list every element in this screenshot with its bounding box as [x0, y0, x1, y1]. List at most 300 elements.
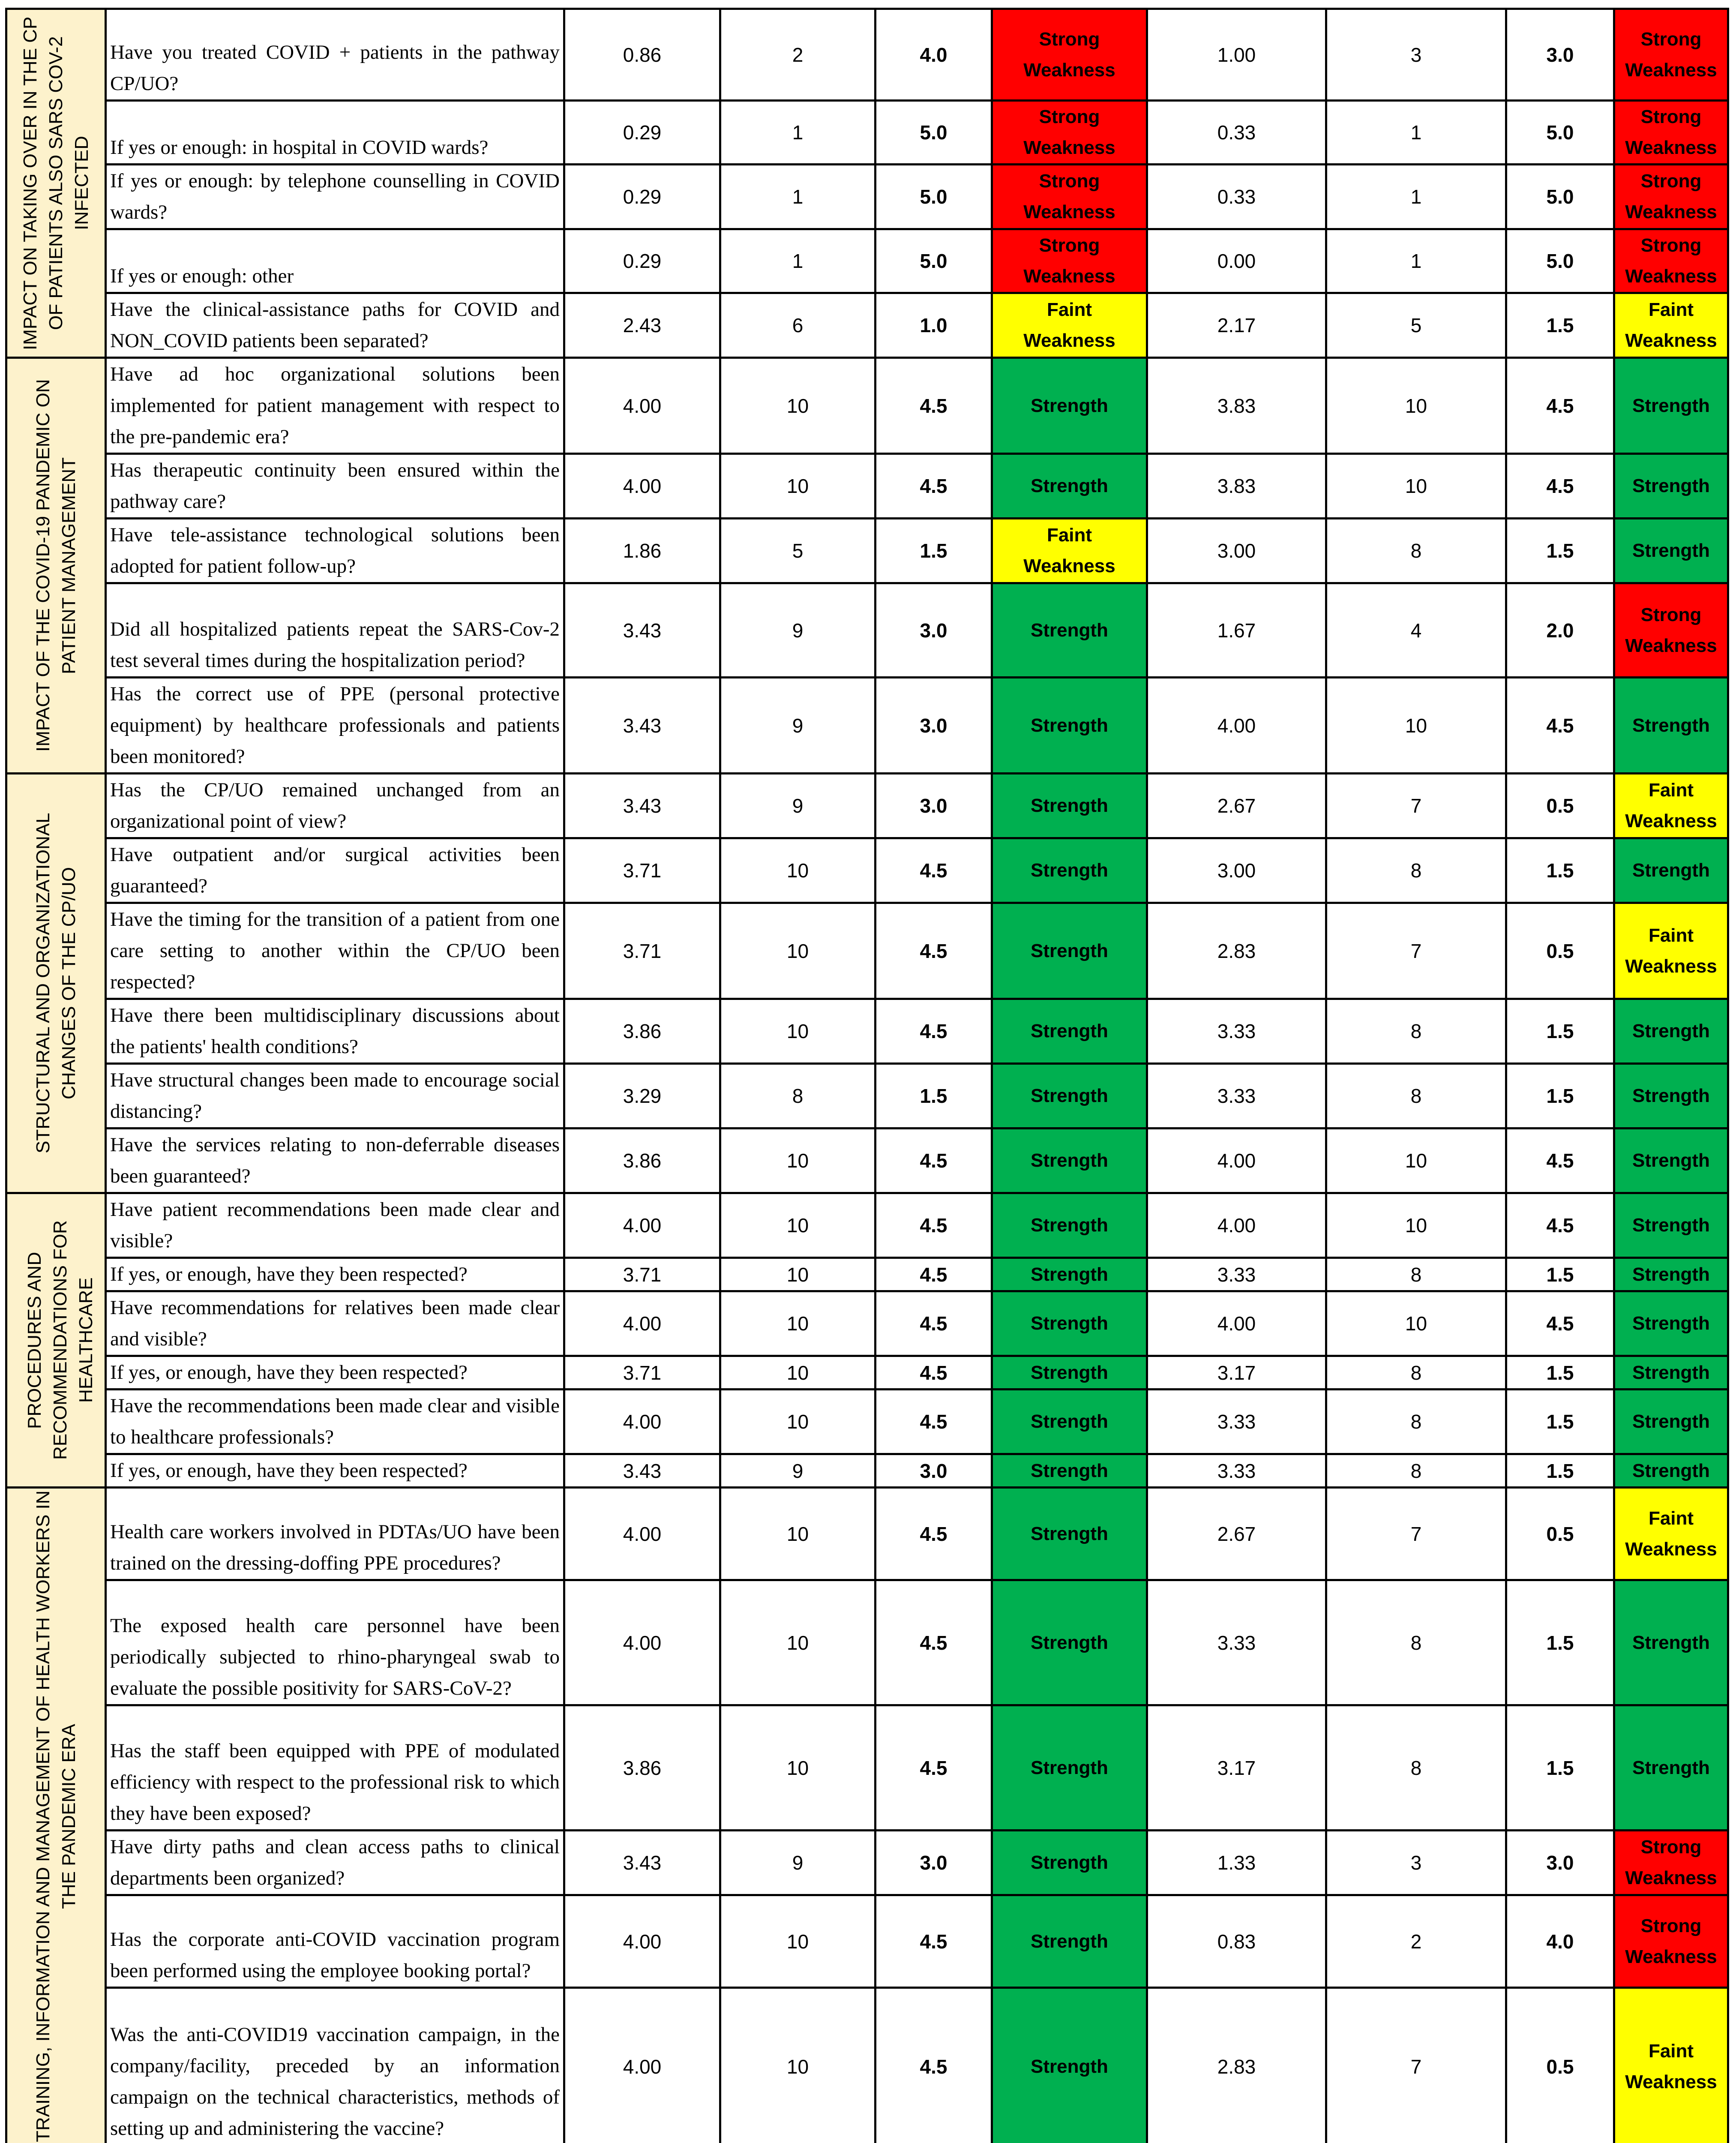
weighted-score: 1.5 — [1506, 1390, 1614, 1454]
score-value: 10 — [720, 358, 875, 454]
question-cell — [106, 1580, 564, 1705]
weighted-score: 4.5 — [875, 358, 992, 454]
evaluation-label: Strong Weakness — [1616, 24, 1727, 86]
evaluation-label: Strength — [1632, 1357, 1710, 1388]
section-title: PROCEDURES AND RECOMMENDATIONS FOR HEALTHCARE — [22, 1194, 90, 1486]
evaluation-label: Strength — [1632, 1406, 1710, 1437]
question-cell — [106, 1129, 564, 1193]
mean-score: 0.86 — [564, 9, 720, 101]
evaluation-label: Strength — [1031, 1308, 1108, 1339]
mean-score: 3.33 — [1147, 1390, 1326, 1454]
evaluation-label: Strong Weakness — [1616, 102, 1727, 163]
weighted-score: 4.5 — [875, 999, 992, 1064]
mean-score: 3.86 — [564, 1705, 720, 1831]
question-text: Have the services relating to non-deferrable diseases been guaranteed? — [110, 1129, 560, 1192]
section-title: IMPACT ON TAKING OVER IN THE CP OF PATIENTS ALSO SARS COV-2 INFECTED — [18, 10, 95, 357]
question-text: Has the staff been equipped with PPE of modulated efficiency with respect to the professional risk to which they have been exposed? — [110, 1735, 560, 1829]
mean-score: 4.00 — [1147, 1291, 1326, 1356]
mean-score: 3.33 — [1147, 1454, 1326, 1488]
weighted-score: 4.5 — [875, 1129, 992, 1193]
question-text: Did all hospitalized patients repeat the SARS-Cov-2 test several times during the hospitalization period? — [110, 614, 560, 676]
weighted-score: 4.5 — [875, 454, 992, 519]
question-cell — [106, 9, 564, 101]
table-row — [6, 1454, 1728, 1488]
score-value: 10 — [720, 1488, 875, 1580]
mean-score: 0.29 — [564, 165, 720, 229]
question-text: If yes, or enough, have they been respected? — [110, 1259, 560, 1290]
table-row — [6, 358, 1728, 454]
evaluation-badge — [1614, 293, 1728, 358]
evaluation-badge — [1614, 1390, 1728, 1454]
evaluation-badge — [1614, 1831, 1728, 1895]
evaluation-label: Strength — [1031, 1406, 1108, 1437]
mean-score: 4.00 — [564, 1895, 720, 1988]
weighted-score: 3.0 — [875, 678, 992, 774]
evaluation-badge — [1614, 1064, 1728, 1129]
evaluation-label: Faint Weakness — [1014, 294, 1125, 356]
weighted-score: 1.5 — [1506, 1705, 1614, 1831]
question-cell — [106, 1988, 564, 2143]
question-text: If yes or enough: other — [110, 261, 560, 292]
mean-score: 3.43 — [564, 1454, 720, 1488]
evaluation-badge — [1614, 1895, 1728, 1988]
mean-score: 4.00 — [1147, 1193, 1326, 1258]
mean-score: 4.00 — [564, 1488, 720, 1580]
evaluation-label: Strength — [1031, 1627, 1108, 1658]
weighted-score: 1.5 — [1506, 1580, 1614, 1705]
table-row — [6, 293, 1728, 358]
score-value: 1 — [1326, 165, 1506, 229]
evaluation-label: Strength — [1632, 535, 1710, 566]
mean-score: 0.29 — [564, 101, 720, 165]
evaluation-badge — [1614, 1356, 1728, 1390]
table-row — [6, 165, 1728, 229]
weighted-score: 1.5 — [1506, 1356, 1614, 1390]
weighted-score: 4.5 — [875, 1193, 992, 1258]
mean-score: 0.33 — [1147, 165, 1326, 229]
evaluation-label: Strong Weakness — [1014, 102, 1125, 163]
evaluation-badge — [992, 1064, 1147, 1129]
score-value: 10 — [720, 999, 875, 1064]
weighted-score: 1.5 — [1506, 1064, 1614, 1129]
weighted-score: 4.5 — [875, 1895, 992, 1988]
score-value: 8 — [1326, 519, 1506, 583]
evaluation-label: Strength — [1632, 855, 1710, 886]
evaluation-label: Strength — [1632, 1145, 1710, 1176]
question-text: Have the timing for the transition of a patient from one care setting to another within the CP/UO been respected? — [110, 904, 560, 998]
evaluation-label: Strength — [1031, 1016, 1108, 1047]
score-value: 3 — [1326, 9, 1506, 101]
score-value: 10 — [1326, 1193, 1506, 1258]
evaluation-badge — [1614, 774, 1728, 838]
evaluation-badge — [1614, 1454, 1728, 1488]
evaluation-label: Strength — [1031, 1357, 1108, 1388]
question-cell — [106, 838, 564, 903]
evaluation-badge — [992, 1454, 1147, 1488]
evaluation-label: Strength — [1632, 1308, 1710, 1339]
section-title: IMPACT OF THE COVID-19 PANDEMIC ON PATIENT MANAGEMENT — [30, 359, 82, 772]
score-value: 9 — [720, 678, 875, 774]
weighted-score: 0.5 — [1506, 774, 1614, 838]
weighted-score: 3.0 — [875, 774, 992, 838]
mean-score: 2.43 — [564, 293, 720, 358]
evaluation-badge — [992, 165, 1147, 229]
evaluation-badge — [992, 583, 1147, 678]
mean-score: 4.00 — [564, 1291, 720, 1356]
weighted-score: 4.5 — [1506, 1129, 1614, 1193]
mean-score: 2.17 — [1147, 293, 1326, 358]
mean-score: 4.00 — [564, 1988, 720, 2143]
evaluation-badge — [1614, 1705, 1728, 1831]
score-value: 1 — [1326, 229, 1506, 293]
mean-score: 3.33 — [1147, 1580, 1326, 1705]
evaluation-badge — [992, 838, 1147, 903]
mean-score: 2.67 — [1147, 774, 1326, 838]
mean-score: 3.43 — [564, 774, 720, 838]
score-value: 8 — [1326, 1258, 1506, 1291]
evaluation-label: Strong Weakness — [1014, 166, 1125, 228]
evaluation-label: Strength — [1031, 936, 1108, 966]
evaluation-badge — [992, 1193, 1147, 1258]
question-text: Have dirty paths and clean access paths to clinical departments been organized? — [110, 1831, 560, 1894]
question-text: Have there been multidisciplinary discussions about the patients' health conditions? — [110, 1000, 560, 1062]
question-cell — [106, 1488, 564, 1580]
evaluation-label: Strength — [1031, 471, 1108, 501]
weighted-score: 4.5 — [875, 1258, 992, 1291]
score-value: 10 — [1326, 1129, 1506, 1193]
mean-score: 3.86 — [564, 1129, 720, 1193]
mean-score: 3.00 — [1147, 838, 1326, 903]
evaluation-label: Strength — [1031, 1926, 1108, 1957]
mean-score: 3.86 — [564, 999, 720, 1064]
score-value: 9 — [720, 774, 875, 838]
evaluation-badge — [1614, 999, 1728, 1064]
evaluation-badge — [992, 1390, 1147, 1454]
score-value: 10 — [720, 1356, 875, 1390]
weighted-score: 1.0 — [875, 293, 992, 358]
question-text: Have outpatient and/or surgical activities been guaranteed? — [110, 839, 560, 902]
evaluation-badge — [992, 1988, 1147, 2143]
mean-score: 3.43 — [564, 1831, 720, 1895]
evaluation-label: Strength — [1031, 390, 1108, 421]
evaluation-label: Strength — [1031, 615, 1108, 646]
evaluation-label: Faint Weakness — [1616, 294, 1727, 356]
weighted-score: 4.5 — [875, 903, 992, 999]
score-value: 7 — [1326, 1488, 1506, 1580]
weighted-score: 4.5 — [875, 1488, 992, 1580]
evaluation-badge — [992, 903, 1147, 999]
section-header — [6, 358, 106, 774]
table-row — [6, 1705, 1728, 1831]
evaluation-label: Strength — [1632, 1081, 1710, 1111]
mean-score: 3.33 — [1147, 1064, 1326, 1129]
question-cell — [106, 903, 564, 999]
evaluation-badge — [1614, 1193, 1728, 1258]
mean-score: 4.00 — [1147, 1129, 1326, 1193]
score-value: 7 — [1326, 1988, 1506, 2143]
mean-score: 3.43 — [564, 583, 720, 678]
weighted-score: 0.5 — [1506, 903, 1614, 999]
evaluation-label: Strong Weakness — [1616, 1911, 1727, 1972]
evaluation-badge — [1614, 358, 1728, 454]
evaluation-badge — [1614, 101, 1728, 165]
evaluation-badge — [992, 678, 1147, 774]
question-cell — [106, 999, 564, 1064]
question-text: If yes, or enough, have they been respected? — [110, 1455, 560, 1486]
question-text: Has therapeutic continuity been ensured within the pathway care? — [110, 455, 560, 517]
evaluation-badge — [992, 9, 1147, 101]
evaluation-label: Strength — [1632, 1016, 1710, 1047]
mean-score: 4.00 — [564, 454, 720, 519]
mean-score: 3.83 — [1147, 454, 1326, 519]
weighted-score: 5.0 — [875, 165, 992, 229]
evaluation-badge — [992, 1705, 1147, 1831]
evaluation-label: Strength — [1031, 790, 1108, 821]
evaluation-badge — [992, 774, 1147, 838]
mean-score: 0.83 — [1147, 1895, 1326, 1988]
weighted-score: 1.5 — [875, 519, 992, 583]
score-value: 10 — [720, 838, 875, 903]
weighted-score: 1.5 — [1506, 838, 1614, 903]
mean-score: 3.83 — [1147, 358, 1326, 454]
weighted-score: 4.5 — [1506, 1193, 1614, 1258]
score-value: 10 — [720, 1258, 875, 1291]
section-header — [6, 1193, 106, 1488]
table-row — [6, 454, 1728, 519]
question-text: Health care workers involved in PDTAs/UO have been trained on the dressing-doffing PPE procedures? — [110, 1516, 560, 1579]
evaluation-badge — [992, 1356, 1147, 1390]
weighted-score: 4.0 — [1506, 1895, 1614, 1988]
score-value: 9 — [720, 1831, 875, 1895]
weighted-score: 3.0 — [875, 1831, 992, 1895]
score-value: 8 — [1326, 1580, 1506, 1705]
table-row — [6, 583, 1728, 678]
table-row — [6, 1258, 1728, 1291]
question-cell — [106, 101, 564, 165]
weighted-score: 4.5 — [1506, 1291, 1614, 1356]
weighted-score: 1.5 — [1506, 1258, 1614, 1291]
question-cell — [106, 358, 564, 454]
mean-score: 3.71 — [564, 903, 720, 999]
score-value: 9 — [720, 583, 875, 678]
question-text: Have recommendations for relatives been made clear and visible? — [110, 1292, 560, 1355]
weighted-score: 4.0 — [875, 9, 992, 101]
evaluation-badge — [992, 1580, 1147, 1705]
evaluation-label: Strength — [1632, 1259, 1710, 1290]
score-value: 10 — [720, 1193, 875, 1258]
evaluation-label: Strength — [1031, 1210, 1108, 1241]
table-row — [6, 519, 1728, 583]
evaluation-badge — [992, 1129, 1147, 1193]
mean-score: 0.33 — [1147, 101, 1326, 165]
mean-score: 1.86 — [564, 519, 720, 583]
evaluation-badge — [992, 358, 1147, 454]
evaluation-label: Strength — [1031, 1456, 1108, 1486]
evaluation-badge — [1614, 229, 1728, 293]
weighted-score: 4.5 — [875, 1291, 992, 1356]
evaluation-label: Strength — [1031, 1753, 1108, 1783]
weighted-score: 5.0 — [1506, 229, 1614, 293]
weighted-score: 4.5 — [875, 1356, 992, 1390]
evaluation-badge — [992, 454, 1147, 519]
evaluation-label: Strength — [1031, 2051, 1108, 2082]
table-row — [6, 903, 1728, 999]
section-header — [6, 9, 106, 358]
table-row — [6, 1488, 1728, 1580]
score-value: 10 — [1326, 454, 1506, 519]
weighted-score: 2.0 — [1506, 583, 1614, 678]
evaluation-label: Strong Weakness — [1616, 600, 1727, 661]
table-row — [6, 1356, 1728, 1390]
score-value: 3 — [1326, 1831, 1506, 1895]
score-value: 1 — [720, 229, 875, 293]
score-value: 5 — [720, 519, 875, 583]
evaluation-badge — [1614, 9, 1728, 101]
mean-score: 3.71 — [564, 838, 720, 903]
weighted-score: 5.0 — [1506, 165, 1614, 229]
table-row — [6, 101, 1728, 165]
evaluation-label: Strength — [1632, 710, 1710, 741]
evaluation-badge — [992, 1831, 1147, 1895]
mean-score: 3.00 — [1147, 519, 1326, 583]
evaluation-badge — [1614, 1580, 1728, 1705]
mean-score: 3.17 — [1147, 1356, 1326, 1390]
mean-score: 4.00 — [564, 1193, 720, 1258]
table-row — [6, 1831, 1728, 1895]
question-text: Have tele-assistance technological solutions been adopted for patient follow-up? — [110, 519, 560, 582]
question-cell — [106, 293, 564, 358]
question-text: Have the recommendations been made clear and visible to healthcare professionals? — [110, 1390, 560, 1453]
question-cell — [106, 1291, 564, 1356]
question-text: Have you treated COVID + patients in the pathway CP/UO? — [110, 37, 560, 99]
mean-score: 3.29 — [564, 1064, 720, 1129]
score-value: 1 — [720, 165, 875, 229]
question-cell — [106, 678, 564, 774]
score-value: 10 — [1326, 678, 1506, 774]
weighted-score: 1.5 — [1506, 519, 1614, 583]
mean-score: 1.33 — [1147, 1831, 1326, 1895]
weighted-score: 3.0 — [875, 1454, 992, 1488]
evaluation-label: Strong Weakness — [1616, 1832, 1727, 1894]
evaluation-badge — [1614, 1291, 1728, 1356]
score-value: 9 — [720, 1454, 875, 1488]
question-text: Has the corporate anti-COVID vaccination program been performed using the employee booking portal? — [110, 1924, 560, 1987]
table-row — [6, 1064, 1728, 1129]
question-cell — [106, 1356, 564, 1390]
table-row — [6, 774, 1728, 838]
mean-score: 2.83 — [1147, 1988, 1326, 2143]
mean-score: 3.33 — [1147, 999, 1326, 1064]
score-value: 8 — [720, 1064, 875, 1129]
mean-score: 1.67 — [1147, 583, 1326, 678]
score-value: 2 — [720, 9, 875, 101]
question-cell — [106, 1390, 564, 1454]
table-row — [6, 838, 1728, 903]
score-value: 4 — [1326, 583, 1506, 678]
weighted-score: 3.0 — [1506, 1831, 1614, 1895]
weighted-score: 4.5 — [1506, 358, 1614, 454]
question-cell — [106, 1454, 564, 1488]
table-row — [6, 229, 1728, 293]
evaluation-badge — [992, 229, 1147, 293]
weighted-score: 1.5 — [1506, 999, 1614, 1064]
weighted-score: 5.0 — [875, 229, 992, 293]
score-value: 8 — [1326, 1356, 1506, 1390]
question-cell — [106, 1064, 564, 1129]
table-row — [6, 1291, 1728, 1356]
score-value: 10 — [720, 454, 875, 519]
mean-score: 3.71 — [564, 1356, 720, 1390]
assessment-table — [5, 8, 1729, 2143]
table-row — [6, 1895, 1728, 1988]
question-text: Have structural changes been made to encourage social distancing? — [110, 1065, 560, 1127]
evaluation-label: Faint Weakness — [1616, 775, 1727, 837]
table-row — [6, 1988, 1728, 2143]
table-row — [6, 1390, 1728, 1454]
score-value: 10 — [720, 1390, 875, 1454]
mean-score: 3.17 — [1147, 1705, 1326, 1831]
evaluation-label: Strength — [1632, 1627, 1710, 1658]
weighted-score: 3.0 — [1506, 9, 1614, 101]
evaluation-label: Strength — [1632, 1456, 1710, 1486]
table-row — [6, 9, 1728, 101]
mean-score: 4.00 — [1147, 678, 1326, 774]
score-value: 8 — [1326, 1705, 1506, 1831]
evaluation-badge — [1614, 678, 1728, 774]
evaluation-label: Strength — [1031, 1081, 1108, 1111]
question-text: The exposed health care personnel have been periodically subjected to rhino-pharyngeal swab to evaluate the possible positivity for SARS-CoV-2? — [110, 1610, 560, 1704]
score-value: 10 — [720, 1291, 875, 1356]
evaluation-label: Strength — [1031, 1145, 1108, 1176]
evaluation-label: Strong Weakness — [1616, 230, 1727, 292]
evaluation-badge — [1614, 838, 1728, 903]
question-text: If yes or enough: in hospital in COVID wards? — [110, 132, 560, 163]
question-cell — [106, 1831, 564, 1895]
weighted-score: 0.5 — [1506, 1488, 1614, 1580]
score-value: 8 — [1326, 1064, 1506, 1129]
evaluation-label: Strength — [1031, 855, 1108, 886]
question-cell — [106, 1258, 564, 1291]
table-row — [6, 1193, 1728, 1258]
evaluation-badge — [1614, 1129, 1728, 1193]
evaluation-label: Strength — [1031, 1519, 1108, 1549]
weighted-score: 4.5 — [875, 1705, 992, 1831]
question-text: Have ad hoc organizational solutions been implemented for patient management with respect to the pre-pandemic era? — [110, 359, 560, 453]
mean-score: 3.71 — [564, 1258, 720, 1291]
score-value: 1 — [720, 101, 875, 165]
evaluation-badge — [992, 1895, 1147, 1988]
weighted-score: 4.5 — [875, 838, 992, 903]
score-value: 8 — [1326, 1390, 1506, 1454]
evaluation-badge — [1614, 454, 1728, 519]
weighted-score: 5.0 — [875, 101, 992, 165]
question-cell — [106, 583, 564, 678]
table-row — [6, 1580, 1728, 1705]
evaluation-badge — [992, 1258, 1147, 1291]
evaluation-label: Strength — [1632, 390, 1710, 421]
evaluation-badge — [992, 1291, 1147, 1356]
score-value: 10 — [720, 903, 875, 999]
evaluation-label: Strength — [1632, 1210, 1710, 1241]
evaluation-badge — [1614, 165, 1728, 229]
section-header — [6, 1488, 106, 2143]
score-value: 6 — [720, 293, 875, 358]
evaluation-label: Faint Weakness — [1014, 520, 1125, 582]
score-value: 10 — [720, 1705, 875, 1831]
score-value: 5 — [1326, 293, 1506, 358]
evaluation-badge — [992, 293, 1147, 358]
evaluation-badge — [992, 999, 1147, 1064]
